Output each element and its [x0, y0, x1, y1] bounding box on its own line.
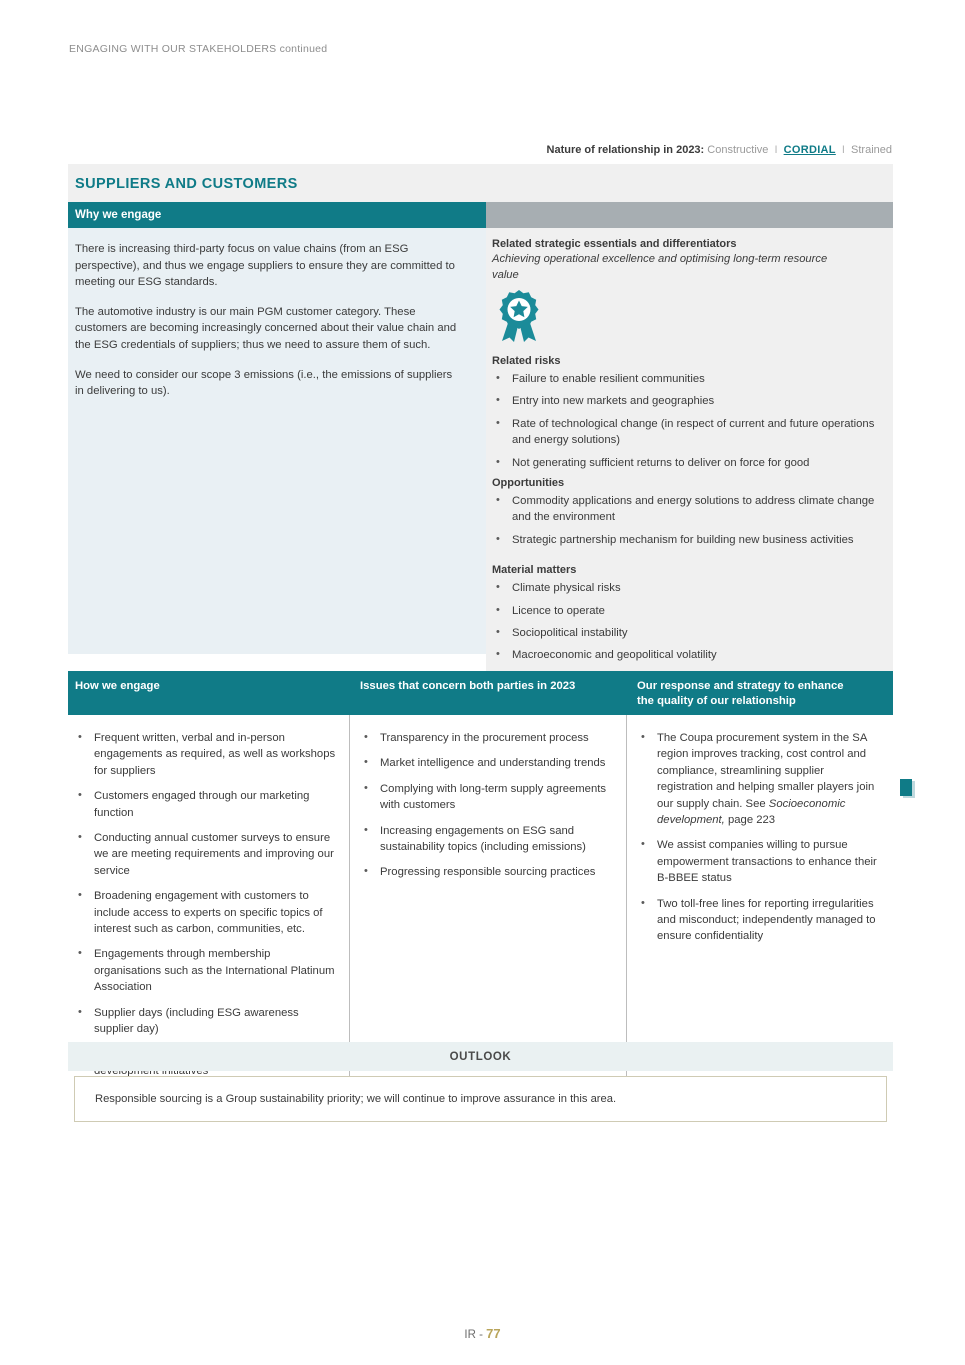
legend-separator: I [774, 144, 778, 156]
list-item: • Engagements through membership organisations such as the International Platinum Association [74, 946, 337, 995]
material-matters-heading: Material matters [492, 564, 577, 577]
list-item: • Not generating sufficient returns to deliver on force for good [492, 455, 881, 471]
list-item: • Progressing responsible sourcing practices [360, 864, 614, 880]
list-item: • Customers engaged through our marketing function [74, 788, 337, 821]
page-footer [0, 1326, 965, 1341]
column-header-issues: Issues that concern both parties in 2023 [360, 680, 576, 692]
related-risks-heading: Related risks [492, 355, 561, 367]
section-tab-marker-front [900, 779, 912, 796]
list-item: • Commodity applications and energy solutions to address climate change and the environment [492, 493, 881, 526]
list-item: • Complying with long-term supply agreements with customers [360, 781, 614, 814]
response-text: The Coupa procurement system in the SA region improves tracking, cost control and compliance, streamlining supplier registration and helping smaller players join our supply chain. See [657, 732, 875, 810]
list-item: • Rate of technological change (in respect of current and future operations and energy solutions) [492, 416, 881, 449]
list-item: • We assist companies willing to pursue empowerment transactions to enhance their B-BBEE status [637, 837, 881, 886]
outlook-text: Responsible sourcing is a Group sustainability priority; we will continue to improve assurance in this area. [95, 1093, 617, 1105]
relationship-legend [547, 144, 892, 156]
list-item: • Entry into new markets and geographies [492, 393, 881, 409]
related-risks-list [492, 371, 881, 471]
footer-prefix: IR - [464, 1329, 483, 1341]
engagement-table-header-row [68, 671, 893, 715]
why-we-engage-column [68, 202, 486, 686]
list-item: • Licence to operate [492, 603, 881, 619]
panel-two-column-grid [68, 202, 893, 686]
list-item [637, 730, 881, 828]
panel-title-bar [68, 164, 893, 202]
page-number: 77 [486, 1326, 501, 1341]
list-item: • Two toll-free lines for reporting irregularities and misconduct; independently managed to ensure confidentiality [637, 896, 881, 945]
strategic-essentials-header-bar [486, 202, 893, 228]
legend-option-constructive: Constructive [707, 144, 769, 156]
list-item: • Increasing engagements on ESG sand sustainability topics (including emissions) [360, 823, 614, 856]
strategic-essentials-text: Achieving operational excellence and optimising long-term resource value [492, 253, 828, 281]
outlook-box [74, 1076, 887, 1122]
why-we-engage-body [68, 228, 486, 654]
page-title: SUPPLIERS AND CUSTOMERS [75, 176, 298, 192]
legend-label: Nature of relationship in 2023: [546, 144, 705, 156]
why-we-engage-paragraph: There is increasing third-party focus on value chains (from an ESG perspective), and thus we engage suppliers to ensure they are committed to meeting our ESG standards. [75, 243, 455, 289]
list-item: • Failure to enable resilient communities [492, 371, 881, 387]
list-item: • Market intelligence and understanding trends [360, 755, 614, 771]
why-we-engage-header: Why we engage [68, 202, 486, 228]
response-page-ref: page 223 [724, 814, 776, 827]
how-we-engage-list [74, 730, 337, 1079]
outlook-section [68, 1042, 893, 1122]
list-item: • Broadening engagement with customers to include access to experts on specific topics of interest such as carbon, communities, etc. [74, 888, 337, 937]
running-header: ENGAGING WITH OUR STAKEHOLDERS continued [69, 43, 328, 55]
column-header-response-line2: the quality of our relationship [637, 694, 796, 707]
cross-reference-link[interactable]: Socioeconomic development, [657, 797, 846, 827]
issues-list [360, 730, 614, 881]
engagement-table [68, 671, 893, 1102]
material-matters-list [492, 580, 881, 664]
why-we-engage-paragraph: The automotive industry is our main PGM customer category. These customers are becoming increasingly concerned about their value chain and the ESG credentials of suppliers; thus we need to assure them of such. [75, 305, 457, 351]
section-tab-marker [900, 779, 915, 798]
strategic-essentials-heading: Related strategic essentials and differentiators [492, 238, 737, 250]
legend-option-cordial: CORDIAL [783, 144, 836, 156]
column-header-response-line1: Our response and strategy to enhance [637, 680, 844, 692]
rosette-badge-icon [494, 289, 881, 348]
list-item: • Conducting annual customer surveys to ensure we are meeting requirements and improving our service [74, 830, 337, 879]
column-header-how-we-engage: How we engage [75, 680, 160, 692]
strategic-essentials-column [486, 202, 893, 686]
list-item: • Sociopolitical instability [492, 625, 881, 641]
list-item: • Strategic partnership mechanism for building new business activities [492, 532, 881, 548]
list-item: • Climate physical risks [492, 580, 881, 596]
opportunities-list [492, 493, 881, 548]
list-item: • Supplier days (including ESG awareness supplier day) [74, 1005, 337, 1038]
list-item: • Frequent written, verbal and in-person engagements as required, as well as workshops for suppliers [74, 730, 337, 779]
response-list [637, 730, 881, 945]
column-header-response [626, 671, 893, 715]
why-we-engage-paragraph: We need to consider our scope 3 emissions (i.e., the emissions of suppliers in delivering to us). [75, 368, 453, 398]
strategic-essentials-body [486, 228, 893, 686]
suppliers-and-customers-panel [68, 164, 893, 686]
legend-separator: I [841, 144, 845, 156]
legend-option-strained: Strained [851, 144, 892, 156]
list-item: • Macroeconomic and geopolitical volatility [492, 647, 881, 663]
outlook-heading: OUTLOOK [68, 1042, 893, 1071]
opportunities-heading: Opportunities [492, 477, 565, 490]
list-item: • Transparency in the procurement process [360, 730, 614, 746]
